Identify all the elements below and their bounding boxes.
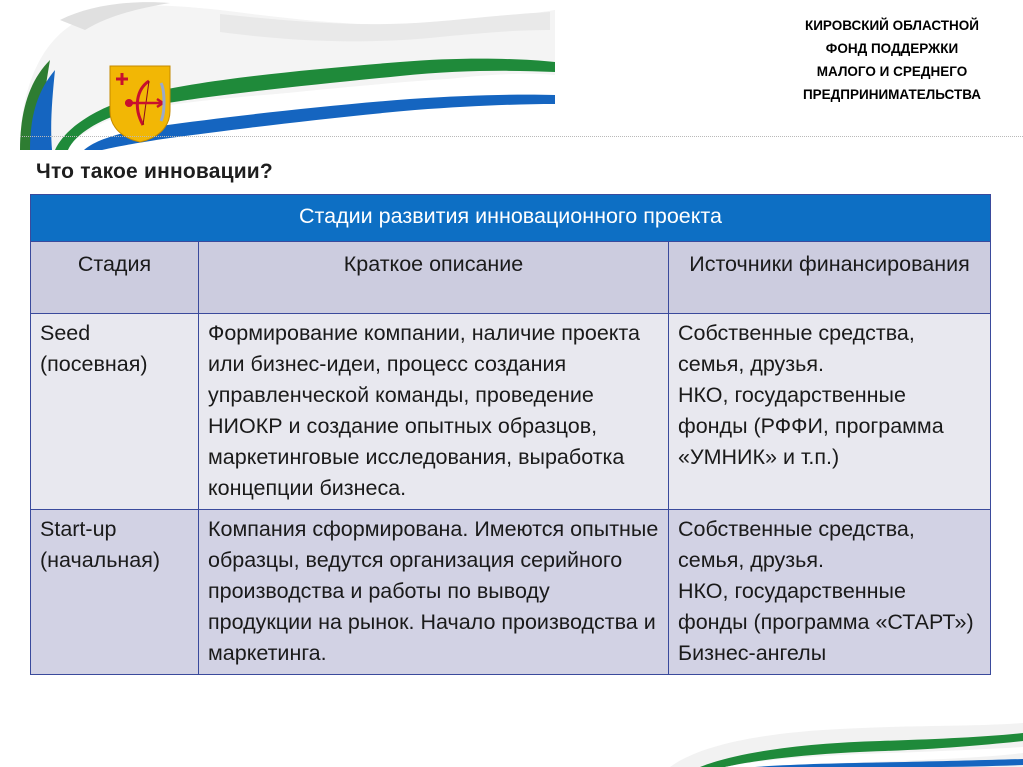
stage-subtitle: (посевная) <box>40 352 148 376</box>
innovation-stages-table <box>30 194 991 675</box>
description-cell: Формирование компании, наличие проекта или бизнес-идеи, процесс создания управленческой команды, проведение НИОКР и создание опытных образцов, маркетинговые исследования, выработка концепции бизнеса. <box>199 314 669 510</box>
stage-cell <box>31 314 199 510</box>
funding-cell <box>669 314 991 510</box>
org-line: КИРОВСКИЙ ОБЛАСТНОЙ <box>804 18 980 33</box>
organization-name <box>770 14 1014 106</box>
ribbon-decoration-bottom <box>640 715 1023 767</box>
funding-line: Бизнес-ангелы <box>678 641 827 665</box>
stage-name: Start-up <box>40 517 117 541</box>
stage-cell <box>31 510 199 675</box>
funding-line: Собственные средства, семья, друзья. <box>678 321 915 376</box>
ribbon-decoration-top <box>0 0 560 150</box>
column-header-description: Краткое описание <box>199 242 669 314</box>
org-line: ПРЕДПРИНИМАТЕЛЬСТВА <box>802 87 982 102</box>
table-caption: Стадии развития инновационного проекта <box>31 195 991 242</box>
org-line: МАЛОГО И СРЕДНЕГО <box>816 64 968 79</box>
kirov-oblast-coat-of-arms-icon <box>107 63 173 143</box>
table-row <box>31 314 991 510</box>
table-row <box>31 510 991 675</box>
funding-line: НКО, государственные фонды (РФФИ, программа «УМНИК» и т.п.) <box>678 383 944 469</box>
column-header-funding: Источники финансирования <box>669 242 991 314</box>
stage-name: Seed <box>40 321 91 345</box>
header-divider <box>20 136 1023 137</box>
funding-cell <box>669 510 991 675</box>
funding-line: НКО, государственные фонды (программа «СТАРТ») <box>678 579 974 634</box>
column-header-stage: Стадия <box>31 242 199 314</box>
funding-line: Собственные средства, семья, друзья. <box>678 517 915 572</box>
stage-subtitle: (начальная) <box>40 548 161 572</box>
description-cell: Компания сформирована. Имеются опытные образцы, ведутся организация серийного производства и работы по выводу продукции на рынок. Начало производства и маркетинга. <box>199 510 669 675</box>
org-line: ФОНД ПОДДЕРЖКИ <box>825 41 959 56</box>
page-title: Что такое инновации? <box>36 160 273 183</box>
